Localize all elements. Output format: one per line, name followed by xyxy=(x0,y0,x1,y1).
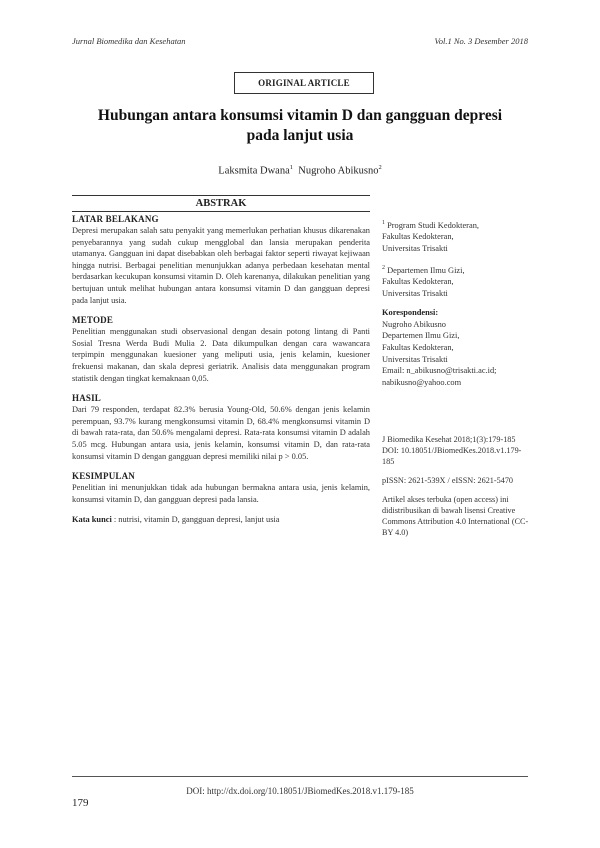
section-text: Depresi merupakan salah satu penyakit yang memerlukan perhatian khusus dikarenakan penyebarannya yang sudah cukup mengglobal dan lansia merupakan penderita utamanya. Gangguan ini dapat disebabkan oleh berbagai faktor seperti riwayat kejiwaan hingga nutrisi. Berbagai penelitian menunjukkan adanya perbedaan kesehatan mental berdasarkan kecukupan konsumsi vitamin D. Oleh karenanya, dilakukan penelitian yang bertujuan untuk melihat hubungan antara konsumsi vitamin D dan gangguan depresi pada lanjut usia. xyxy=(72,226,370,305)
section-heading: KESIMPULAN xyxy=(72,471,136,482)
author-2-affiliation-mark: 2 xyxy=(378,164,382,171)
citation: J Biomedika Kesehat 2018;1(3):179-185 xyxy=(382,435,516,445)
section-heading: LATAR BELAKANG xyxy=(72,214,159,224)
affiliation-line: Program Studi Kedokteran, xyxy=(387,220,479,230)
keywords-list: : nutrisi, vitamin D, gangguan depresi, lanjut usia xyxy=(113,515,280,525)
sidebar-info xyxy=(382,218,530,546)
affiliation-line: Universitas Trisakti xyxy=(382,243,448,253)
article-title-line-2: pada lanjut usia xyxy=(246,127,354,144)
correspondence-line: Nugroho Abikusno xyxy=(382,319,446,329)
correspondence-line: Departemen Ilmu Gizi, xyxy=(382,331,460,341)
affiliation-mark: 2 xyxy=(382,264,385,271)
section-text: Penelitian ini menunjukkan tidak ada hubungan bermakna antara usia, jenis kelamin, konsumsi vitamin D, dan gangguan depresi pada lansia. xyxy=(72,483,370,504)
correspondence-email[interactable]: nabikusno@yahoo.com xyxy=(382,377,462,387)
footer-divider xyxy=(72,776,528,777)
running-header-volume: Vol.1 No. 3 Desember 2018 xyxy=(434,36,528,46)
correspondence-line: Fakultas Kedokteran, xyxy=(382,342,454,352)
issn: pISSN: 2621-539X / eISSN: 2621-5470 xyxy=(382,476,514,486)
affiliation-mark: 1 xyxy=(382,220,385,226)
running-header-journal: Jurnal Biomedika dan Kesehatan xyxy=(72,36,186,46)
author-2: Nugroho Abikusno xyxy=(298,165,379,177)
correspondence-block xyxy=(382,319,530,389)
affiliation-2 xyxy=(382,263,530,300)
abstract-section-results xyxy=(72,393,370,462)
author-1: Laksmita Dwana xyxy=(218,165,290,177)
author-1-affiliation-mark: 1 xyxy=(289,164,293,171)
affiliation-line: Universitas Trisakti xyxy=(382,288,448,298)
abstract-section-background xyxy=(72,214,370,306)
page-number: 179 xyxy=(72,797,89,809)
author-list xyxy=(72,164,528,177)
license-note: Artikel akses terbuka (open access) ini didistribusikan di bawah lisensi Creative Commons Attribution 4.0 International (CC-BY 4.0) xyxy=(382,495,529,538)
footer-doi-link[interactable]: DOI: http://dx.doi.org/10.18051/JBiomedKes.2018.v1.179-185 xyxy=(186,786,414,796)
section-heading: METODE xyxy=(72,315,114,326)
keywords xyxy=(72,514,370,526)
abstract-section-conclusion xyxy=(72,471,370,505)
article-title xyxy=(72,106,528,146)
correspondence-line: Universitas Trisakti xyxy=(382,354,448,364)
section-heading: HASIL xyxy=(72,393,102,404)
doi-short: DOI: 10.18051/JBiomedKes.2018.v1.179-185 xyxy=(382,446,522,467)
article-title-line-1: Hubungan antara konsumsi vitamin D dan gangguan depresi xyxy=(97,107,503,124)
affiliation-1 xyxy=(382,218,530,255)
citation-block xyxy=(382,434,530,467)
affiliation-line: Fakultas Kedokteran, xyxy=(382,276,454,286)
abstract-heading: ABSTRAK xyxy=(72,195,370,212)
section-text: Penelitian menggunakan studi observasional dengan desain potong lintang di Panti Sosial Tresna Werda Budi Mulia 2. Data dikumpulkan dengan cara wawancara terpimpin menggunakan kuesioner yang meliputi usia, jenis kelamin, kuesioner frekuensi makanan, dan skala depresi geriatrik. Analisis data menggunakan program statistik dengan tingkat kemaknaan 0,05. xyxy=(72,327,370,383)
abstract-section-methods xyxy=(72,315,370,384)
affiliation-line: Fakultas Kedokteran, xyxy=(382,232,454,242)
affiliation-line: Departemen Ilmu Gizi, xyxy=(387,265,465,275)
keywords-label: Kata kunci xyxy=(72,515,112,525)
article-type-badge: ORIGINAL ARTICLE xyxy=(234,72,374,94)
correspondence-heading: Korespondensi: xyxy=(382,308,439,318)
section-text: Dari 79 responden, terdapat 82.3% berusia Young-Old, 50.6% dengan jenis kelamin perempuan, 93.7% kurang mengkonsumsi vitamin D, 68.4% mengkonsumsi vitamin D di bawah rata-rata, dan 50.6% mengalami depresi. Rata-rata konsumsi vitamin D adalah 5.05 mcg. Hubungan antara usia, jenis kelamin, konsumsi vitamin D, dan rata-rata konsumsi vitamin D dengan gangguan depresi memiliki nilai p > 0.05. xyxy=(72,405,370,461)
correspondence-email[interactable]: Email: n_abikusno@trisakti.ac.id; xyxy=(382,366,497,376)
abstract-body xyxy=(72,214,370,526)
